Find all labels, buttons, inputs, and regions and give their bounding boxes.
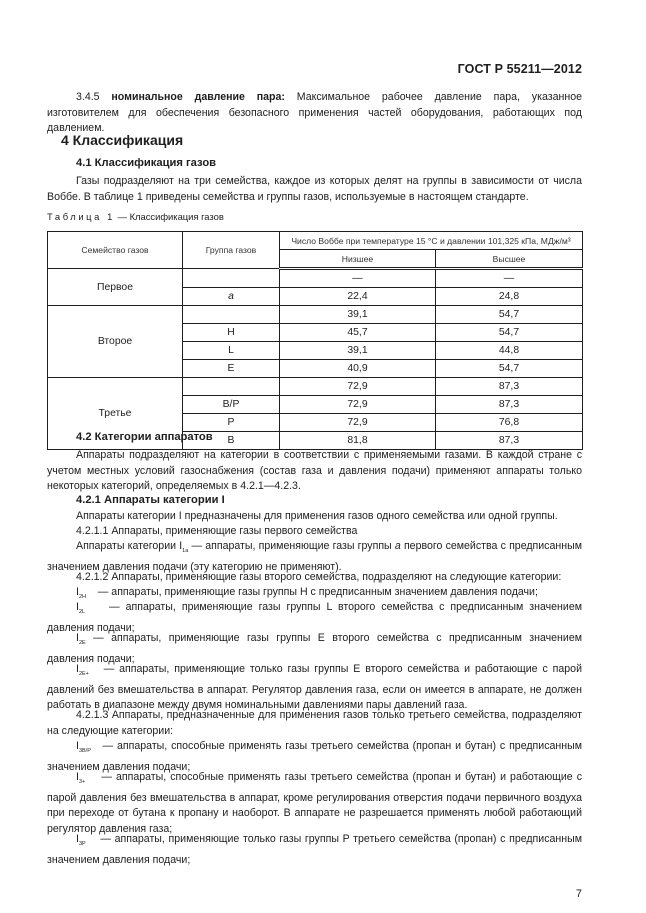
clause-number: 3.4.5 bbox=[76, 91, 100, 103]
low-cell: 72,9 bbox=[280, 414, 436, 432]
definition-text: Максимальное рабочее давление пара, указанное изготовителем для обеспечения безопасного применения частей оборудования, работающих под давлением. bbox=[47, 91, 582, 135]
text: — аппараты, применяющие газы группы L второго семейства с предписанным значением давления подачи; bbox=[47, 601, 583, 634]
text: — аппараты, способные применять газы третьего семейства (пропан и бутан) и работающие с парой давления без вмешательства в аппарат, кроме регулирования отверстия подачи первичного воздуха при переходе от бутана к пропану и наоборот. В аппарате не разрешается применять любой работающий регулятор давления газа; bbox=[47, 771, 582, 835]
category-item: $I_{2E+}$ — аппараты, применяющие только газы группы E второго семейства и работающие с парой давлений без вмешательства в аппарат. Регулятор давления газа, если он имеется в аппарате, не должен работать в диапазоне между двумя номинальными давлениями пары давлений газа. bbox=[47, 663, 582, 712]
clause-4-2-1-2-title: 4.2.1.2 Аппараты, применяющие газы второго семейства, подразделяют на следующие категории: bbox=[76, 571, 562, 583]
subscript: 2H bbox=[78, 594, 86, 600]
low-cell: 72,9 bbox=[280, 396, 436, 414]
table-caption-text: — Классификация газов bbox=[117, 211, 224, 222]
group-cell bbox=[183, 306, 280, 324]
high-cell: 87,3 bbox=[436, 396, 583, 414]
subscript: 2E bbox=[78, 640, 86, 646]
paragraph-3-4-5 bbox=[47, 90, 582, 137]
low-cell: 45,7 bbox=[280, 324, 436, 342]
low-cell: 22,4 bbox=[280, 288, 436, 306]
high-cell: 44,8 bbox=[436, 342, 583, 360]
high-cell: 54,7 bbox=[436, 306, 583, 324]
standard-header: ГОСТ Р 55211—2012 bbox=[457, 62, 582, 76]
low-cell: 39,1 bbox=[280, 342, 436, 360]
high-cell: 76,8 bbox=[436, 414, 583, 432]
clause-4-2-1-1-title: 4.2.1.1 Аппараты, применяющие газы первого семейства bbox=[76, 525, 358, 537]
high-cell: 24,8 bbox=[436, 288, 583, 306]
high-cell: 54,7 bbox=[436, 324, 583, 342]
text: — аппараты, применяющие только газы группы P третьего семейства (пропан) с предписанным значением давления подачи; bbox=[47, 833, 582, 866]
family-cell: Первое bbox=[48, 269, 183, 306]
page-number: 7 bbox=[575, 888, 582, 900]
text: — аппараты, применяющие газы группы H с предписанным значением давления подачи; bbox=[97, 586, 538, 598]
clause-4-2-1-3-title: 4.2.1.3 Аппараты, предназначенные для применения газов только третьего семейства, подразделяют на следующие категории: bbox=[47, 709, 582, 737]
section-4-1-heading: 4.1 Классификация газов bbox=[76, 157, 217, 169]
group-cell: B/P bbox=[183, 396, 280, 414]
group-cell bbox=[183, 378, 280, 396]
header-group: Группа газов bbox=[183, 232, 280, 269]
category-item: $I_{2L}$ — аппараты, применяющие газы группы L второго семейства с предписанным значением давления подачи; bbox=[47, 601, 583, 634]
section-4-2-heading: 4.2 Категории аппаратов bbox=[76, 431, 213, 443]
group-cell: P bbox=[183, 414, 280, 432]
text: — аппараты, применяющие только газы группы E второго семейства и работающие с парой давлений без вмешательства в аппарат. Регулятор давления газа, если он имеется в аппарате, не должен работать в диапазоне между двумя номинальными давлениями пары давлений газа. bbox=[47, 663, 582, 712]
low-cell: 40,9 bbox=[280, 360, 436, 378]
text: Аппараты категории I bbox=[76, 540, 183, 552]
table-row bbox=[48, 269, 583, 288]
subscript: 1a bbox=[182, 548, 189, 554]
paragraph-4-2-1: Аппараты категории I предназначены для применения газов одного семейства или одной группы. bbox=[76, 510, 558, 522]
header-wobbe: Число Воббе при температуре 15 °С и давлении 101,325 кПа, МДж/м³ bbox=[280, 232, 583, 250]
table-header-row bbox=[48, 232, 583, 250]
group-cell: L bbox=[183, 342, 280, 360]
group-cell: B bbox=[183, 432, 280, 450]
table-row bbox=[48, 378, 583, 396]
subscript: 3B/P bbox=[78, 748, 91, 754]
category-item: $I_{2H}$ — аппараты, применяющие газы группы H с предписанным значением давления подачи; bbox=[76, 586, 538, 600]
text: — аппараты, применяющие газы группы E второго семейства с предписанным значением давления подачи; bbox=[47, 632, 582, 665]
subscript: 2L bbox=[78, 609, 86, 615]
subscript: 3+ bbox=[78, 779, 86, 785]
family-cell: Третье bbox=[48, 378, 183, 450]
group-cell: a bbox=[183, 288, 280, 306]
paragraph-4-2: Аппараты подразделяют на категории в соответствии с применяемыми газами. В каждой стране с учетом местных условий газоснабжения (состав газа и давления подачи) применяют аппараты только некоторых категорий, определяемых в 4.2.1—4.2.3. bbox=[47, 449, 582, 493]
high-cell: 54,7 bbox=[436, 360, 583, 378]
high-cell: 87,3 bbox=[436, 378, 583, 396]
text: — аппараты, способные применять газы третьего семейства (пропан и бутан) с предписанным значением давления подачи; bbox=[47, 740, 582, 773]
header-family: Семейство газов bbox=[48, 232, 183, 269]
low-cell: 81,8 bbox=[280, 432, 436, 450]
low-cell: 72,9 bbox=[280, 378, 436, 396]
group-letter: a bbox=[394, 540, 401, 552]
group-cell: H bbox=[183, 324, 280, 342]
high-cell: — bbox=[436, 269, 583, 288]
header-low: Низшее bbox=[280, 250, 436, 269]
low-cell: 39,1 bbox=[280, 306, 436, 324]
category-item: $I_{3P}$ — аппараты, применяющие только газы группы P третьего семейства (пропан) с предписанным значением давления подачи; bbox=[47, 833, 582, 866]
table-caption-label: Таблица 1 bbox=[47, 211, 115, 222]
table-caption bbox=[47, 211, 224, 222]
text: первого семейства с предписанным значением давления подачи (эту категорию не применяют). bbox=[47, 540, 582, 573]
low-cell: — bbox=[280, 269, 436, 288]
gas-classification-table bbox=[47, 231, 583, 450]
category-item: $I_{2E}$ — аппараты, применяющие газы группы E второго семейства с предписанным значением давления подачи; bbox=[47, 632, 582, 665]
table-row bbox=[48, 306, 583, 324]
paragraph-4-1: Газы подразделяют на три семейства, каждое из которых делят на группы в зависимости от числа Воббе. В таблице 1 приведены семейства и группы газов, используемые в настоящем стандарте. bbox=[47, 175, 582, 203]
group-cell: E bbox=[183, 360, 280, 378]
group-cell bbox=[183, 269, 280, 288]
category-item: $I_{3+}$ — аппараты, способные применять газы третьего семейства (пропан и бутан) и работающие с парой давления без вмешательства в аппарат, кроме регулирования отверстия подачи первичного воздуха при переходе от бутана к пропану и наоборот. В аппарате не разрешается применять любой работающий регулятор давления газа; bbox=[47, 771, 582, 835]
header-high: Высшее bbox=[436, 250, 583, 269]
subscript: 3P bbox=[78, 841, 86, 847]
section-4-2-1-heading: 4.2.1 Аппараты категории I bbox=[76, 494, 225, 506]
section-4-heading: 4 Классификация bbox=[61, 132, 184, 148]
category-item: $I_{3B/P}$ — аппараты, способные применять газы третьего семейства (пропан и бутан) с предписанным значением давления подачи; bbox=[47, 740, 582, 773]
term: номинальное давление пара: bbox=[111, 91, 285, 103]
high-cell: 87,3 bbox=[436, 432, 583, 450]
subscript: 2E+ bbox=[78, 671, 89, 677]
family-cell: Второе bbox=[48, 306, 183, 378]
text: — аппараты, применяющие газы группы bbox=[188, 540, 395, 552]
